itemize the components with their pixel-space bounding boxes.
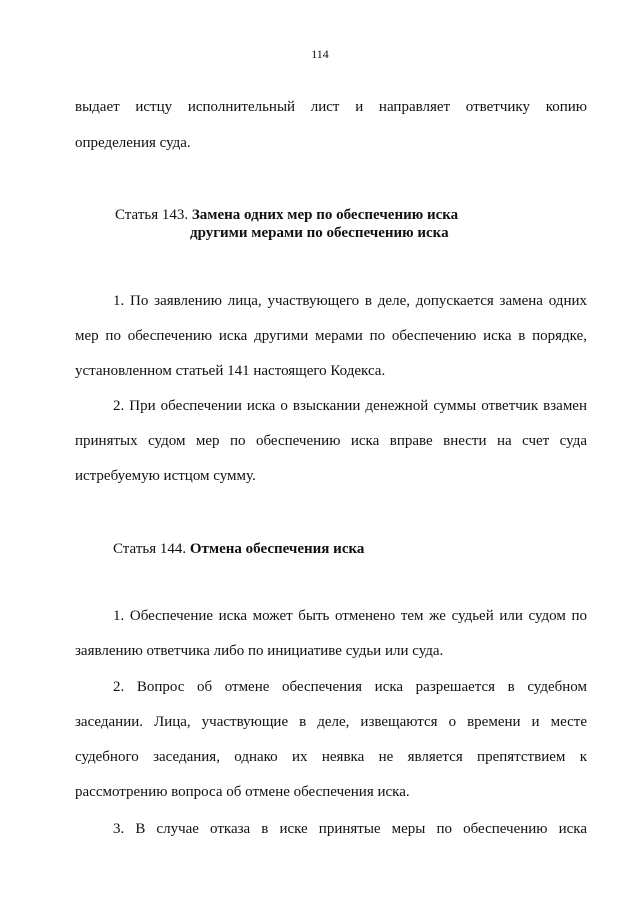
article-143-p1-line-3: установленном статьей 141 настоящего Кодекса. (75, 363, 386, 379)
article-143-p2-line-2: принятых судом мер по обеспечению иска вправе внести на счет суда (75, 433, 587, 449)
article-143-p2-line-1: 2. При обеспечении иска о взыскании денежной суммы ответчик взамен (113, 398, 587, 414)
article-143-title-line-2: другими мерами по обеспечению иска (190, 225, 449, 241)
article-144-p2-line-1: 2. Вопрос об отмене обеспечения иска разрешается в судебном (113, 679, 587, 695)
article-144-p2-line-3: судебного заседания, однако их неявка не является препятствием к (75, 749, 587, 765)
article-144-p1-line-1: 1. Обеспечение иска может быть отменено тем же судьей или судом по (113, 608, 587, 624)
article-143-title-line-1: Замена одних мер по обеспечению иска (191, 207, 459, 223)
article-144-title: Отмена обеспечения иска (189, 541, 365, 557)
article-144-p2-line-4: рассмотрению вопроса об отмене обеспечения иска. (75, 784, 410, 800)
intro-line-1: выдает истцу исполнительный лист и направляет ответчику копию (75, 99, 587, 115)
article-143-p2-line-3: истребуемую истцом сумму. (75, 468, 256, 484)
article-144-prefix: Статья 144. (113, 541, 187, 557)
article-144-p2-line-2: заседании. Лица, участвующие в деле, извещаются о времени и месте (75, 714, 587, 730)
article-144-p3-line-1: 3. В случае отказа в иске принятые меры по обеспечению иска (113, 821, 587, 837)
article-144-p1-line-2: заявлению ответчика либо по инициативе судьи или суда. (75, 643, 444, 659)
article-143-p1-line-2: мер по обеспечению иска другими мерами по обеспечению иска в порядке, (75, 328, 587, 344)
article-143-prefix: Статья 143. (115, 207, 189, 223)
article-143-heading (115, 206, 458, 224)
page-number: 114 (311, 47, 329, 61)
intro-line-2: определения суда. (75, 135, 191, 151)
article-143-p1-line-1: 1. По заявлению лица, участвующего в деле, допускается замена одних (113, 293, 587, 309)
article-144-heading (113, 540, 364, 558)
